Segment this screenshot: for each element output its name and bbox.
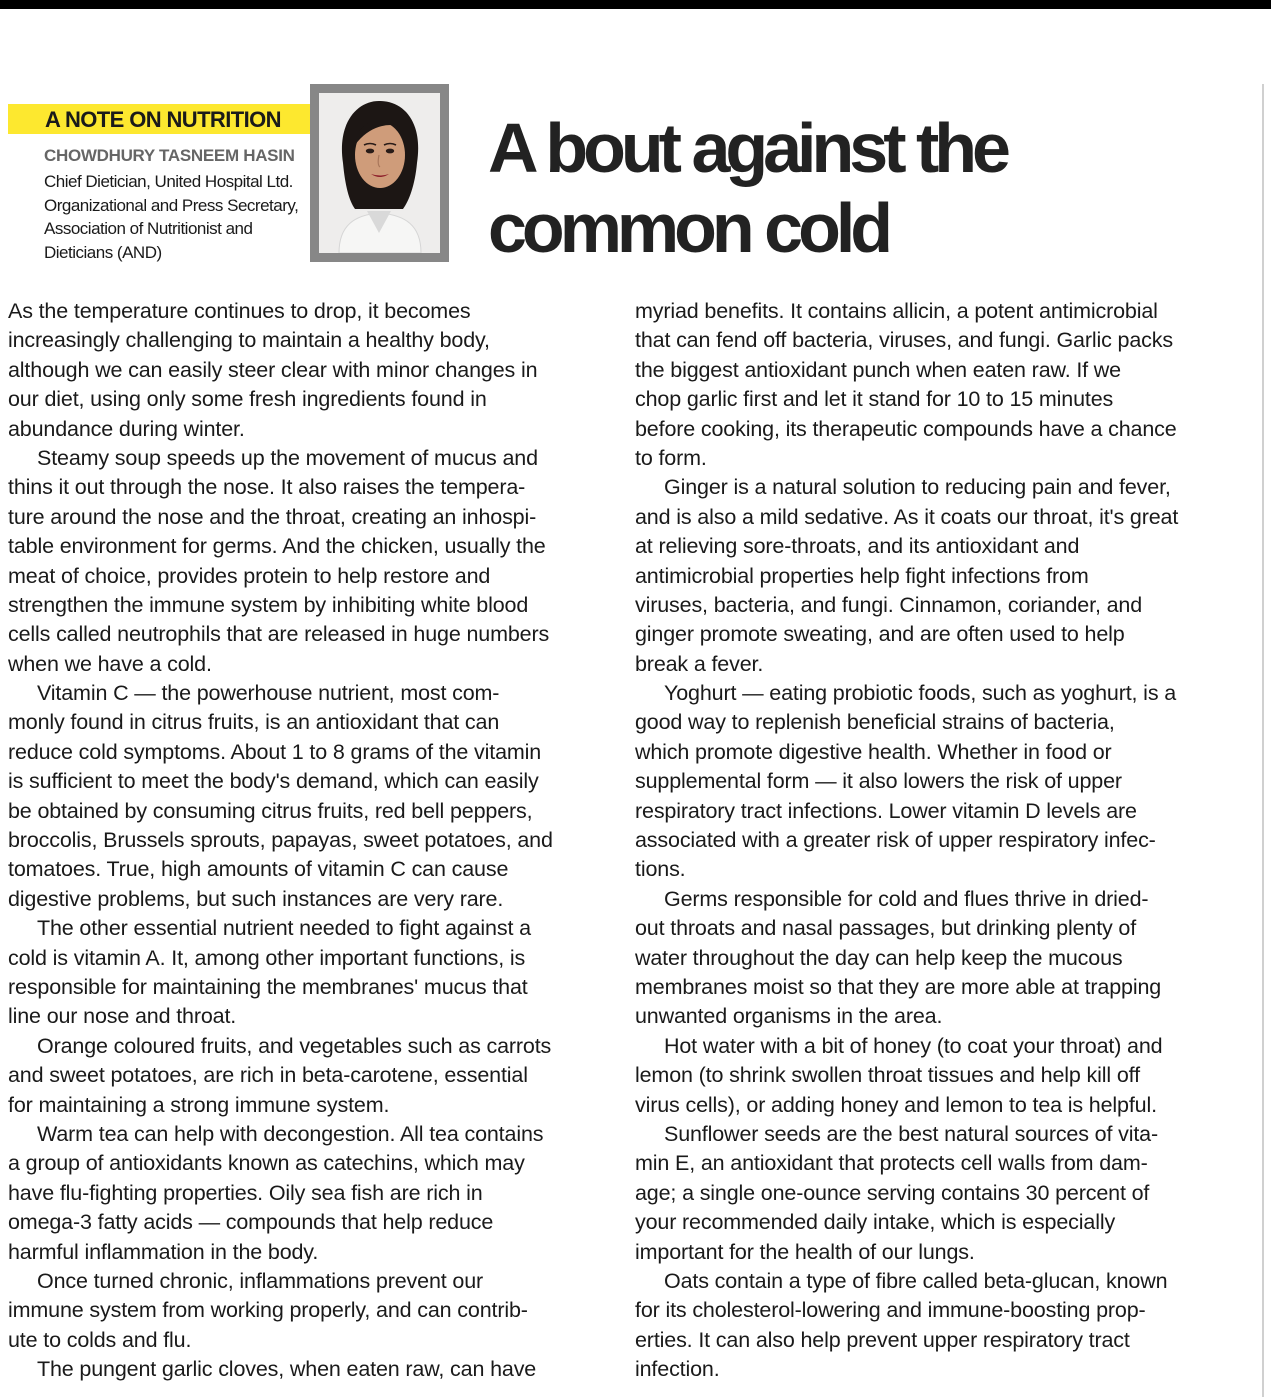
article-text-line: water throughout the day can help keep the mucous (635, 945, 1123, 970)
article-text-line: for maintaining a strong immune system. (8, 1092, 390, 1117)
article-text-line: Warm tea can help with decongestion. All tea contains (37, 1121, 544, 1146)
article-text-line: have flu-fighting properties. Oily sea fish are rich in (8, 1180, 483, 1205)
article-text-line: that can fend off bacteria, viruses, and fungi. Garlic packs (635, 328, 1173, 353)
article-text-line: myriad benefits. It contains allicin, a potent antimicrobial (635, 299, 1158, 323)
author-role-line: Association of Nutritionist and (44, 219, 253, 238)
article-text-line: Ginger is a natural solution to reducing pain and fever, (664, 475, 1171, 500)
article-text-line: for its cholesterol-lowering and immune-boosting prop- (635, 1298, 1146, 1323)
article-text-line: meat of choice, provides protein to help restore and (8, 563, 491, 588)
article-column-left (8, 297, 604, 1384)
article-text-line: The pungent garlic cloves, when eaten raw, can have (37, 1357, 537, 1382)
article-text-line: cold is vitamin A. It, among other important functions, is (8, 945, 526, 970)
article-text-line: tions. (635, 857, 686, 882)
article-text-line: out throats and nasal passages, but drinking plenty of (635, 916, 1137, 941)
author-photo (319, 93, 440, 253)
article-text-line: line our nose and throat. (8, 1004, 237, 1029)
article-text-line: the biggest antioxidant punch when eaten raw. If we (635, 357, 1121, 382)
article-text-line: erties. It can also help prevent upper respiratory tract (635, 1327, 1130, 1352)
article-text-line: good way to replenish beneficial strains of bacteria, (635, 710, 1115, 735)
headline-line: common cold (488, 189, 889, 267)
article-text-line: Sunflower seeds are the best natural sources of vita- (664, 1121, 1158, 1146)
article-text-line: ture around the nose and the throat, creating an inhospi- (8, 504, 537, 529)
article-text-line: ute to colds and flu. (8, 1327, 192, 1352)
article-text-line: table environment for germs. And the chicken, usually the (8, 534, 546, 559)
author-role-line: Chief Dietician, United Hospital Ltd. (44, 172, 293, 191)
author-role-line: Dieticians (AND) (44, 242, 162, 262)
column-rule (1262, 84, 1264, 1397)
article-text-line: supplemental form — it also lowers the risk of upper (635, 769, 1122, 794)
article-text-line: be obtained by consuming citrus fruits, red bell peppers, (8, 798, 533, 823)
article-text-line: ginger promote sweating, and are often used to help (635, 622, 1125, 647)
article-text-line: harmful inflammation in the body. (8, 1239, 319, 1264)
article-text-line: which promote digestive health. Whether in food or (635, 739, 1112, 764)
article-text-line: is sufficient to meet the body's demand, which can easily (8, 769, 539, 794)
article-text-line: at relieving sore-throats, and its antioxidant and (635, 534, 1080, 559)
article-text-line: Vitamin C — the powerhouse nutrient, most com- (37, 681, 500, 706)
author-portrait-illustration (319, 93, 440, 253)
article-text-line: important for the health of our lungs. (635, 1239, 975, 1264)
article-text-line: and is also a mild sedative. As it coats our throat, it's great (635, 504, 1179, 529)
article-text-line: reduce cold symptoms. About 1 to 8 grams of the vitamin (8, 739, 542, 764)
article-text-line: monly found in citrus fruits, is an antioxidant that can (8, 710, 500, 735)
article-text-line: Yoghurt — eating probiotic foods, such as yoghurt, is a (664, 681, 1177, 706)
article-text-line: Hot water with a bit of honey (to coat your throat) and (664, 1033, 1163, 1058)
article-text-line: Once turned chronic, inflammations prevent our (37, 1268, 484, 1293)
article-text-line: Steamy soup speeds up the movement of mucus and (37, 445, 538, 470)
headline (488, 108, 1048, 268)
article-text-line: min E, an antioxidant that protects cell walls from dam- (635, 1151, 1148, 1176)
article-text-line: membranes moist so that they are more able at trapping (635, 974, 1162, 999)
article-text-line: The other essential nutrient needed to fight against a (37, 916, 531, 941)
article-text-line: although we can easily steer clear with minor changes in (8, 357, 538, 382)
article-text-line: respiratory tract infections. Lower vitamin D levels are (635, 798, 1137, 823)
top-border-bar (0, 0, 1271, 9)
article-text-line: responsible for maintaining the membranes' mucus that (8, 974, 528, 999)
headline-line: A bout against the (488, 109, 1006, 187)
article-column-right (635, 297, 1235, 1384)
article-text-line: virus cells), or adding honey and lemon to tea is helpful. (635, 1092, 1157, 1117)
article-text-line: our diet, using only some fresh ingredients found in (8, 387, 487, 412)
article-text-line: Orange coloured fruits, and vegetables such as carrots (37, 1033, 552, 1058)
article-text-line: Oats contain a type of fibre called beta-glucan, known (664, 1268, 1168, 1293)
author-role-line: Organizational and Press Secretary, (44, 195, 299, 215)
article-text-line: a group of antioxidants known as catechins, which may (8, 1151, 525, 1176)
article-text-line: antimicrobial properties help fight infections from (635, 563, 1089, 588)
article-text-line: when we have a cold. (8, 651, 212, 676)
article-text-line: cells called neutrophils that are released in huge numbers (8, 622, 550, 647)
article-text-line: unwanted organisms in the area. (635, 1004, 943, 1029)
author-credentials (44, 170, 312, 264)
article-text-line: to form. (635, 445, 707, 470)
article-text-line: your recommended daily intake, which is especially (635, 1210, 1116, 1235)
article-text-line: digestive problems, but such instances are very rare. (8, 886, 504, 911)
article-text-line: Germs responsible for cold and flues thrive in dried- (664, 886, 1149, 911)
article-text-line: As the temperature continues to drop, it becomes (8, 299, 471, 323)
article-text-line: increasingly challenging to maintain a healthy body, (8, 328, 490, 353)
article-text-line: chop garlic first and let it stand for 10 to 15 minutes (635, 387, 1114, 412)
author-photo-frame (310, 84, 449, 262)
article-text-line: associated with a greater risk of upper respiratory infec- (635, 828, 1156, 853)
article-text-line: break a fever. (635, 651, 764, 676)
author-name: CHOWDHURY TASNEEM HASIN (44, 146, 295, 165)
article-text-line: and sweet potatoes, are rich in beta-carotene, essential (8, 1063, 528, 1088)
article-text-line: thins it out through the nose. It also raises the tempera- (8, 475, 526, 500)
article-text-line: strengthen the immune system by inhibiting white blood (8, 592, 529, 617)
article-text-line: lemon (to shrink swollen throat tissues and help kill off (635, 1063, 1140, 1088)
article-text-line: before cooking, its therapeutic compounds have a chance (635, 416, 1177, 441)
article-text-line: immune system from working properly, and can contrib- (8, 1298, 528, 1323)
article-text-line: abundance during winter. (8, 416, 245, 441)
article-text-line: omega-3 fatty acids — compounds that help reduce (8, 1210, 494, 1235)
article-text-line: viruses, bacteria, and fungi. Cinnamon, coriander, and (635, 592, 1143, 617)
article-text-line: tomatoes. True, high amounts of vitamin C can cause (8, 857, 509, 882)
article-text-line: infection. (635, 1357, 720, 1382)
article-text-line: age; a single one-ounce serving contains 30 percent of (635, 1180, 1150, 1205)
section-kicker: A NOTE ON NUTRITION (8, 104, 310, 134)
article-text-line: broccolis, Brussels sprouts, papayas, sweet potatoes, and (8, 828, 553, 853)
